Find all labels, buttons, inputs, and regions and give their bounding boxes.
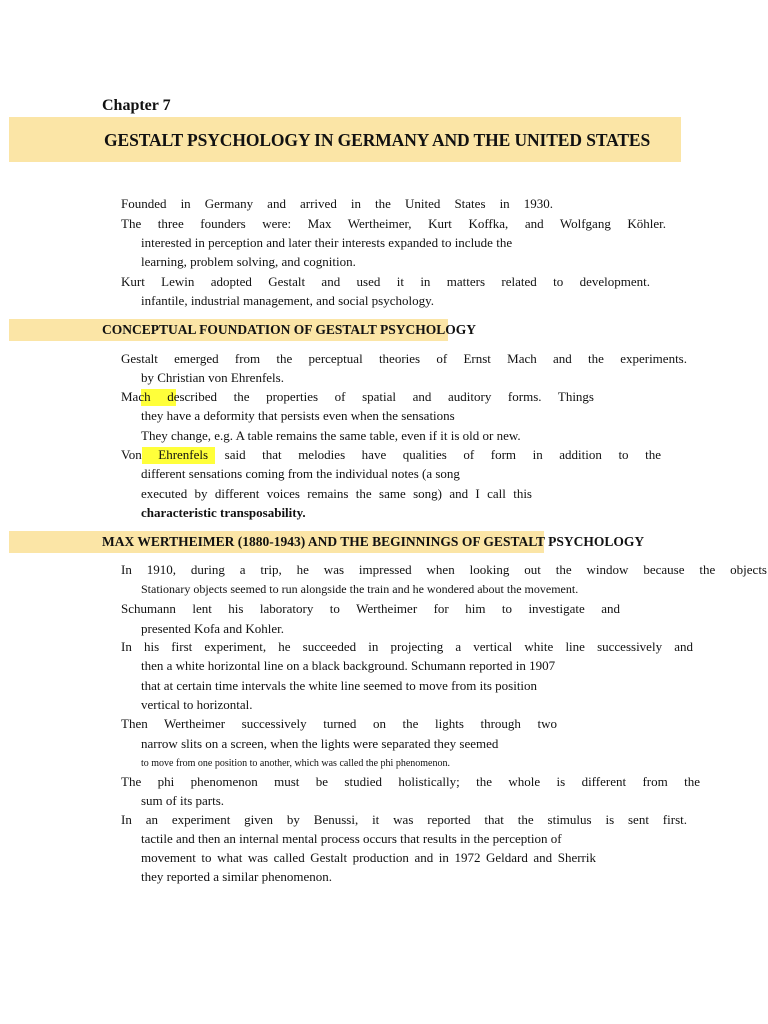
section2-line-3: Schumann lent his laboratory to Wertheimer for him to investigate and xyxy=(121,601,620,616)
section2-line-10: narrow slits on a screen, when the lights were separated they seemed xyxy=(141,736,499,751)
section1-line-4: they have a deformity that persists even when the sensations xyxy=(141,408,455,423)
section2-line-11: to move from one position to another, which was called the phi phenomenon. xyxy=(141,758,450,769)
page-title: GESTALT PSYCHOLOGY IN GERMANY AND THE UNITED STATES xyxy=(104,130,651,150)
section2-line-5: In his first experiment, he succeeded in projecting a vertical white line successively and xyxy=(121,639,693,654)
section1-heading: CONCEPTUAL FOUNDATION OF GESTALT PSYCHOLOGY xyxy=(102,322,477,337)
section1-line-9: characteristic transposability. xyxy=(141,505,306,520)
section1-line-6: Von Ehrenfels said that melodies have qualities of form in addition to the xyxy=(121,447,661,462)
section2-line-2: Stationary objects seemed to run alongside the train and he wondered about the movement. xyxy=(141,582,579,596)
intro-line-1: Founded in Germany and arrived in the United States in 1930. xyxy=(121,196,553,211)
section2-line-4: presented Kofa and Kohler. xyxy=(141,621,284,636)
section2-line-14: In an experiment given by Benussi, it was reported that the stimulus is sent first. xyxy=(121,812,687,827)
section2-line-6: then a white horizontal line on a black background. Schumann reported in 1907 xyxy=(141,658,556,673)
section1-line-8: executed by different voices remains the same song) and I call this xyxy=(141,486,532,501)
section2-line-9: Then Wertheimer successively turned on the lights through two xyxy=(121,716,557,731)
section2-line-12: The phi phenomenon must be studied holistically; the whole is different from the xyxy=(121,774,700,789)
section2-heading: MAX WERTHEIMER (1880-1943) AND THE BEGINNINGS OF GESTALT PSYCHOLOGY xyxy=(102,534,645,549)
section2-line-17: they reported a similar phenomenon. xyxy=(141,869,332,884)
section2-line-13: sum of its parts. xyxy=(141,793,225,808)
intro-line-5: Kurt Lewin adopted Gestalt and used it in matters related to development. xyxy=(121,274,650,289)
section1-line-5: They change, e.g. A table remains the same table, even if it is old or new. xyxy=(141,428,521,443)
intro-line-3: interested in perception and later their interests expanded to include the xyxy=(141,235,513,250)
section2-line-16: movement to what was called Gestalt production and in 1972 Geldard and Sherrik xyxy=(141,850,596,865)
section2-line-15: tactile and then an internal mental process occurs that results in the perception of xyxy=(141,831,562,846)
intro-line-4: learning, problem solving, and cognition. xyxy=(141,254,356,269)
intro-line-6: infantile, industrial management, and social psychology. xyxy=(141,293,435,308)
section1-line-2: by Christian von Ehrenfels. xyxy=(141,370,284,385)
section2-line-8: vertical to horizontal. xyxy=(141,697,253,712)
section1-line-1: Gestalt emerged from the perceptual theories of Ernst Mach and the experiments. xyxy=(121,351,687,366)
section2-line-7: that at certain time intervals the white line seemed to move from its position xyxy=(141,678,538,693)
section1-line-7: different sensations coming from the individual notes (a song xyxy=(141,466,460,481)
intro-line-2: The three founders were: Max Wertheimer, Kurt Koffka, and Wolfgang Köhler. xyxy=(121,216,666,231)
chapter-label: Chapter 7 xyxy=(102,97,171,114)
section1-line-3: Mach described the properties of spatial and auditory forms. Things xyxy=(121,389,594,404)
section2-line-1: In 1910, during a trip, he was impressed when looking out the window because the objects xyxy=(121,562,767,577)
